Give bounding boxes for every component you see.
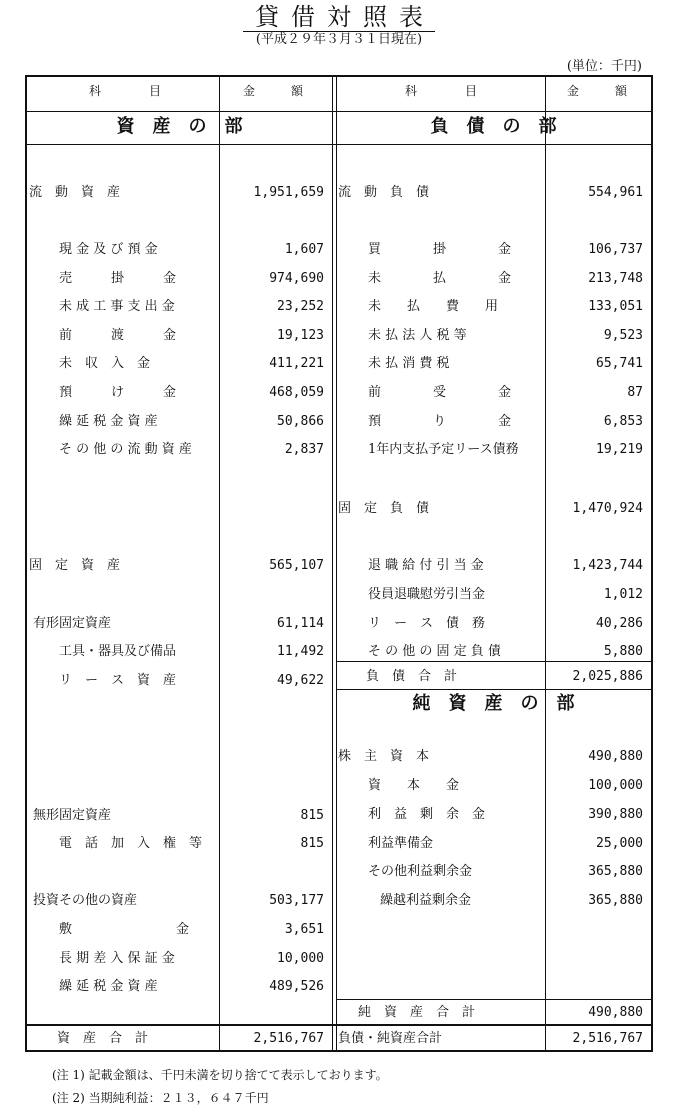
assets-total-amount: 2,516,767 bbox=[253, 1031, 324, 1046]
account-label: 退 職 給 付 引 当 金 bbox=[368, 558, 484, 573]
account-label: そ の 他 の 流 動 資 産 bbox=[59, 442, 192, 457]
liabilities-row bbox=[336, 438, 651, 462]
assets-row bbox=[27, 640, 332, 664]
liabilities-row bbox=[336, 324, 651, 348]
account-label: 利 益 剰 余 金 bbox=[368, 807, 486, 822]
account-amount: 50,866 bbox=[277, 414, 324, 429]
liabilities-row bbox=[336, 410, 651, 434]
account-label: 前 受 金 bbox=[368, 385, 512, 400]
account-label: 敷 金 bbox=[59, 922, 190, 937]
net-assets-total-row bbox=[336, 1001, 651, 1025]
account-label: 売 掛 金 bbox=[59, 271, 177, 286]
account-label: 預 け 金 bbox=[59, 385, 177, 400]
liabilities-row bbox=[336, 238, 651, 262]
account-amount: 65,741 bbox=[596, 356, 643, 371]
assets-row bbox=[27, 438, 332, 462]
account-amount: 49,622 bbox=[277, 673, 324, 688]
account-amount: 19,219 bbox=[596, 442, 643, 457]
account-label: 未 払 法 人 税 等 bbox=[368, 328, 467, 343]
account-label: 有形固定資産 bbox=[33, 616, 112, 631]
assets-row bbox=[27, 918, 332, 942]
account-label: 工具・器具及び備品 bbox=[59, 644, 177, 659]
account-amount: 25,000 bbox=[596, 836, 643, 851]
liabilities-row bbox=[336, 381, 651, 405]
account-amount: 10,000 bbox=[277, 951, 324, 966]
account-label: 買 掛 金 bbox=[368, 242, 512, 257]
liabilities-row bbox=[336, 295, 651, 319]
account-label: 繰越利益剰余金 bbox=[380, 893, 472, 908]
net_assets-row bbox=[336, 832, 651, 856]
unit-label: (単位：千円) bbox=[566, 59, 642, 74]
net-assets-total-amount: 490,880 bbox=[588, 1005, 643, 1020]
liabilities-row bbox=[336, 352, 651, 376]
net_assets-row bbox=[336, 745, 651, 769]
account-label: 固 定 資 産 bbox=[29, 558, 121, 573]
grand-total-row bbox=[336, 1027, 651, 1051]
assets-row bbox=[27, 238, 332, 262]
assets-row bbox=[27, 181, 332, 205]
account-amount: 1,423,744 bbox=[572, 558, 643, 573]
account-label: 前 渡 金 bbox=[59, 328, 177, 343]
account-label: 繰 延 税 金 資 産 bbox=[59, 979, 158, 994]
account-amount: 1,470,924 bbox=[572, 501, 643, 516]
section-rule bbox=[27, 144, 651, 145]
assets-row bbox=[27, 267, 332, 291]
account-amount: 411,221 bbox=[269, 356, 324, 371]
account-amount: 468,059 bbox=[269, 385, 324, 400]
assets-total-label: 資 産 合 計 bbox=[57, 1031, 149, 1046]
account-label: 流 動 資 産 bbox=[29, 185, 121, 200]
net_assets-row bbox=[336, 860, 651, 884]
account-label: その他利益剰余金 bbox=[368, 864, 473, 879]
liabilities-total-row bbox=[336, 665, 651, 689]
account-label: 株 主 資 本 bbox=[338, 749, 430, 764]
net-assets-total-label: 純 資 産 合 計 bbox=[358, 1005, 476, 1020]
account-amount: 365,880 bbox=[588, 864, 643, 879]
liabilities-row bbox=[336, 267, 651, 291]
footnotes bbox=[52, 1064, 388, 1110]
account-label: 未 払 金 bbox=[368, 271, 512, 286]
account-amount: 23,252 bbox=[277, 299, 324, 314]
account-amount: 133,051 bbox=[588, 299, 643, 314]
account-amount: 390,880 bbox=[588, 807, 643, 822]
balance-sheet-table bbox=[25, 75, 653, 1052]
account-label: 長 期 差 入 保 証 金 bbox=[59, 951, 175, 966]
grand-total-amount: 2,516,767 bbox=[572, 1031, 643, 1046]
assets-row bbox=[27, 410, 332, 434]
account-label: 未 成 工 事 支 出 金 bbox=[59, 299, 175, 314]
document-date: (平成２９年３月３１日現在) bbox=[255, 32, 423, 47]
account-label: そ の 他 の 固 定 負 債 bbox=[368, 644, 501, 659]
assets-row bbox=[27, 804, 332, 828]
net-assets-section-heading: 純 資 産 の 部 bbox=[412, 693, 575, 714]
liabilities-row bbox=[336, 640, 651, 664]
account-amount: 1,607 bbox=[284, 242, 324, 257]
account-label: 繰 延 税 金 資 産 bbox=[59, 414, 158, 429]
assets-row bbox=[27, 612, 332, 636]
liabilities-row bbox=[336, 583, 651, 607]
account-amount: 815 bbox=[300, 808, 324, 823]
assets-row bbox=[27, 324, 332, 348]
account-label: 1年内支払予定リース債務 bbox=[368, 442, 519, 457]
net_assets-row bbox=[336, 803, 651, 827]
account-label: 未 払 費 用 bbox=[368, 299, 499, 314]
account-amount: 6,853 bbox=[603, 414, 643, 429]
document-title: 貸借対照表 bbox=[0, 2, 678, 32]
assets-row bbox=[27, 889, 332, 913]
assets-total-row bbox=[27, 1027, 332, 1051]
account-amount: 9,523 bbox=[603, 328, 643, 343]
assets-section-heading: 資 産 の 部 bbox=[116, 116, 243, 137]
liabilities-section-heading: 負 債 の 部 bbox=[430, 116, 557, 137]
assets-row bbox=[27, 669, 332, 693]
account-amount: 489,526 bbox=[269, 979, 324, 994]
liabilities-row bbox=[336, 612, 651, 636]
assets-row bbox=[27, 381, 332, 405]
account-amount: 490,880 bbox=[588, 749, 643, 764]
account-label: 現 金 及 び 預 金 bbox=[59, 242, 158, 257]
account-amount: 11,492 bbox=[277, 644, 324, 659]
account-label: 投資その他の資産 bbox=[33, 893, 138, 908]
header-left-amount: 金 額 bbox=[243, 84, 304, 98]
assets-row bbox=[27, 832, 332, 856]
account-amount: 1,951,659 bbox=[253, 185, 324, 200]
account-label: 未 払 消 費 税 bbox=[368, 356, 450, 371]
account-amount: 61,114 bbox=[277, 616, 324, 631]
assets-row bbox=[27, 554, 332, 578]
account-amount: 19,123 bbox=[277, 328, 324, 343]
liabilities-total-amount: 2,025,886 bbox=[572, 669, 643, 684]
account-amount: 815 bbox=[300, 836, 324, 851]
account-amount: 100,000 bbox=[588, 778, 643, 793]
footnote: (注 2) 当期純利益：２１３，６４７千円 bbox=[52, 1091, 269, 1105]
account-amount: 213,748 bbox=[588, 271, 643, 286]
net-total-top-rule bbox=[336, 999, 651, 1000]
header-right-amount: 金 額 bbox=[567, 84, 628, 98]
liabilities-row bbox=[336, 554, 651, 578]
header-left-item: 科 目 bbox=[89, 84, 162, 98]
account-label: 利益準備金 bbox=[368, 836, 434, 851]
account-amount: 40,286 bbox=[596, 616, 643, 631]
assets-row bbox=[27, 352, 332, 376]
account-amount: 1,012 bbox=[603, 587, 643, 602]
account-label: 無形固定資産 bbox=[33, 808, 112, 823]
account-label: リ ー ス 資 産 bbox=[59, 673, 177, 688]
liabilities-row bbox=[336, 181, 651, 205]
assets-row bbox=[27, 947, 332, 971]
header-rule bbox=[27, 111, 651, 112]
account-amount: 2,837 bbox=[284, 442, 324, 457]
liabilities-total-label: 負 債 合 計 bbox=[366, 669, 458, 684]
account-amount: 5,880 bbox=[603, 644, 643, 659]
account-amount: 554,961 bbox=[588, 185, 643, 200]
account-label: リ ー ス 債 務 bbox=[368, 616, 486, 631]
account-label: 役員退職慰労引当金 bbox=[368, 587, 486, 602]
net_assets-row bbox=[336, 774, 651, 798]
assets-row bbox=[27, 975, 332, 999]
account-label: 固 定 負 債 bbox=[338, 501, 430, 516]
grand-total-label: 負債・純資産合計 bbox=[338, 1031, 443, 1046]
net-assets-section-top-rule bbox=[336, 689, 651, 690]
account-label: 流 動 負 債 bbox=[338, 185, 430, 200]
net_assets-row bbox=[336, 889, 651, 913]
footnote: (注 1) 記載金額は、千円未満を切り捨てて表示しております。 bbox=[52, 1068, 388, 1082]
account-amount: 87 bbox=[627, 385, 643, 400]
account-amount: 974,690 bbox=[269, 271, 324, 286]
account-label: 預 り 金 bbox=[368, 414, 512, 429]
header-right-item: 科 目 bbox=[405, 84, 478, 98]
account-label: 未 収 入 金 bbox=[59, 356, 151, 371]
assets-row bbox=[27, 295, 332, 319]
account-amount: 365,880 bbox=[588, 893, 643, 908]
account-amount: 565,107 bbox=[269, 558, 324, 573]
liabilities-row bbox=[336, 497, 651, 521]
account-amount: 3,651 bbox=[284, 922, 324, 937]
account-label: 電 話 加 入 権 等 bbox=[59, 836, 203, 851]
account-label: 資 本 金 bbox=[368, 778, 460, 793]
account-amount: 503,177 bbox=[269, 893, 324, 908]
account-amount: 106,737 bbox=[588, 242, 643, 257]
